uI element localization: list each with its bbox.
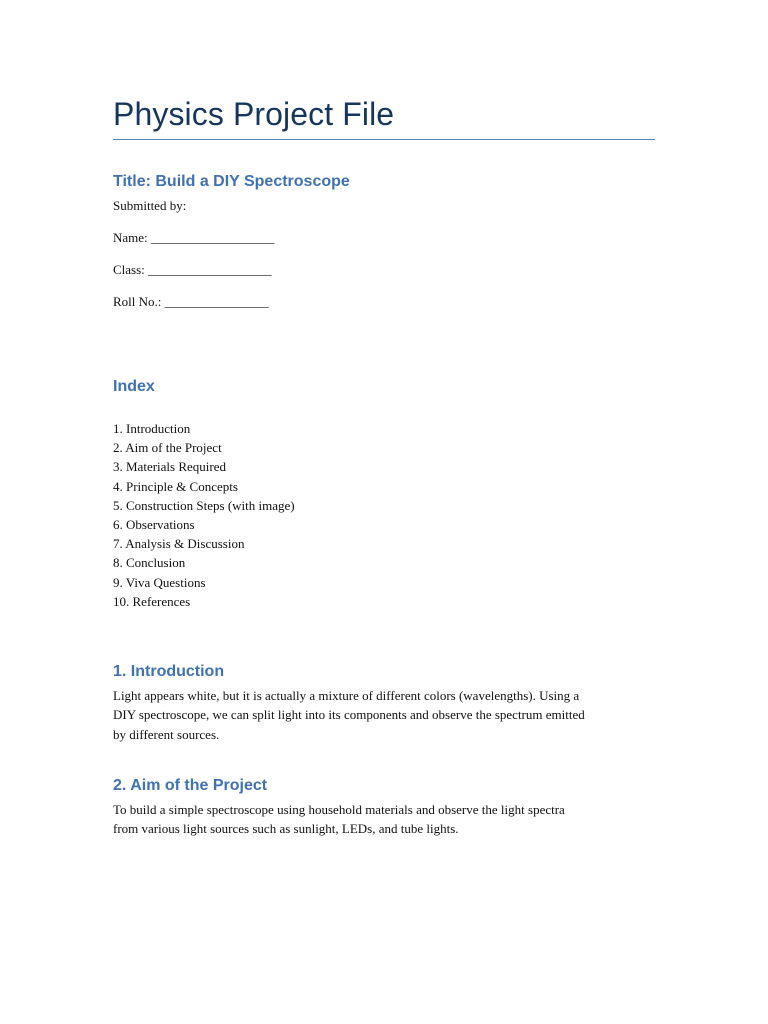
class-line: Class: ___________________ — [113, 262, 272, 277]
index-item: 4. Principle & Concepts — [113, 478, 238, 494]
aim-paragraph — [113, 800, 653, 839]
introduction-paragraph — [113, 686, 653, 744]
introduction-line: DIY spectroscope, we can split light into its components and observe the spectrum emitted — [113, 707, 585, 723]
aim-line: from various light sources such as sunlight, LEDs, and tube lights. — [113, 821, 459, 837]
index-item: 9. Viva Questions — [113, 574, 206, 590]
introduction-line: by different sources. — [113, 726, 220, 742]
index-item: 6. Observations — [113, 516, 195, 532]
index-item: 10. References — [113, 593, 191, 609]
index-item: 5. Construction Steps (with image) — [113, 497, 295, 513]
introduction-heading: 1. Introduction — [113, 663, 225, 680]
index-list — [113, 419, 295, 611]
aim-line: To build a simple spectroscope using household materials and observe the light spectra — [113, 802, 565, 817]
submitted-by-label: Submitted by: — [113, 198, 187, 213]
project-title-heading: Title: Build a DIY Spectroscope — [113, 173, 350, 190]
document-title: Physics Project File — [113, 96, 395, 132]
index-item: 8. Conclusion — [113, 555, 186, 571]
title-underline — [113, 139, 655, 140]
index-item: 1. Introduction — [113, 421, 191, 436]
introduction-line: Light appears white, but it is actually a mixture of different colors (wavelengths). Using a — [113, 688, 580, 703]
index-item: 2. Aim of the Project — [113, 440, 222, 456]
index-item: 3. Materials Required — [113, 459, 226, 475]
index-item: 7. Analysis & Discussion — [113, 536, 245, 552]
name-line: Name: ___________________ — [113, 230, 275, 245]
roll-number-line: Roll No.: ________________ — [113, 294, 269, 309]
aim-heading: 2. Aim of the Project — [113, 777, 268, 794]
index-heading: Index — [113, 378, 155, 395]
